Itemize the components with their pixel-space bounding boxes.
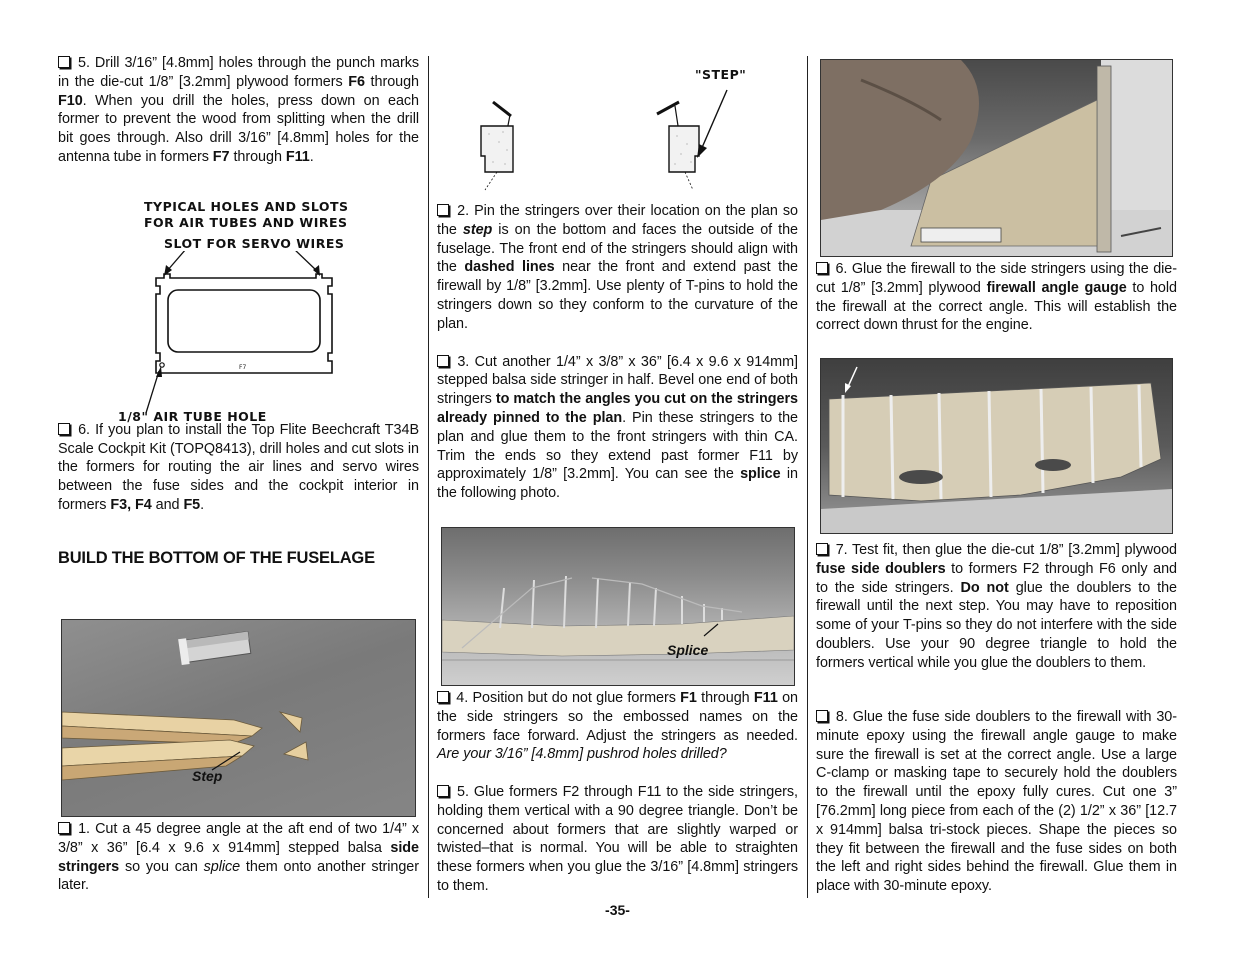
photo-fuselage-side-doublers bbox=[820, 358, 1173, 534]
column-2 bbox=[437, 54, 799, 894]
photo-stringers-graphic bbox=[62, 620, 415, 816]
photo-formers-splice bbox=[441, 527, 795, 686]
checkbox-icon[interactable] bbox=[58, 423, 70, 435]
instruction-step-6-glue-firewall: 6. Glue the firewall to the side stringers using the die-cut 1/8” [3.2mm] plywood firewall angle gauge to hold the firewall at the correct angle. This will establish the correct down thrust for the engine. bbox=[816, 261, 1177, 334]
checkbox-icon[interactable] bbox=[816, 262, 828, 274]
photo-stringers-step bbox=[61, 619, 416, 817]
instruction-step-3-cut-another: 3. Cut another 1/4” x 3/8” x 36” [6.4 x 9.6 x 914mm] stepped balsa side stringer in half. Bevel one end of both stringers to match the angles you cut on the stringers already pinned to the plan. Pin these stringers to the plan and glue them to the front stringers with thin CA. Trim the ends so they extend past former F11 by approximately 1/8” [3.2mm]. You can see the splice in the following photo. bbox=[437, 353, 799, 502]
instruction-step-1-cut-angle: 1. Cut a 45 degree angle at the aft end of two 1/4” x 3/8” x 36” [6.4 x 9.6 x 914mm] stepped balsa side stringers so you can splice them onto another stringer later. bbox=[58, 821, 420, 894]
former-mark-text: F7 bbox=[239, 363, 247, 371]
checkbox-icon[interactable] bbox=[816, 710, 828, 722]
step-diagram-label: "STEP" bbox=[695, 67, 747, 82]
photo-step-label: Step bbox=[192, 768, 223, 784]
diagram-hole-label: 1/8" AIR TUBE HOLE bbox=[118, 408, 267, 424]
checkbox-icon[interactable] bbox=[58, 56, 70, 68]
column-rule-left bbox=[428, 56, 429, 898]
stringer-step-drawing bbox=[437, 54, 798, 194]
diagram-slot-label: SLOT FOR SERVO WIRES bbox=[164, 235, 345, 251]
checkbox-icon[interactable] bbox=[437, 785, 449, 797]
instruction-step-8-epoxy-doublers: 8. Glue the fuse side doublers to the firewall with 30-minute epoxy using the firewall angle gauge to make sure the firewall is set at the correct angle. Use a large C-clamp or masking tape to securely hold the doublers to the firewall until the epoxy fully cures. Cut one 3” [76.2mm] long piece from each of the (2) 1/2” x 36” [12.7 x 914mm] balsa tri-stock pieces. Shape the pieces so they fit between the firewall and the fuse sides on both the left and right sides behind the firewall. Glue them in place with 30-minute epoxy. bbox=[816, 709, 1177, 895]
photo-firewall-angle-gauge bbox=[820, 59, 1173, 257]
instruction-step-5-glue-formers: 5. Glue formers F2 through F11 to the side stringers, holding them vertical with a 90 degree triangle. Don’t be concerned about formers that are slightly warped or twisted–that is normal. You will be able to straighten these formers when you glue the 3/16” [4.8mm] stringers to them. bbox=[437, 784, 798, 894]
former-holes-diagram bbox=[58, 193, 419, 427]
photo-fuselage-graphic bbox=[821, 359, 1172, 533]
diagram-title-line-2: FOR AIR TUBES AND WIRES bbox=[144, 214, 348, 230]
checkbox-icon[interactable] bbox=[58, 822, 70, 834]
page-number: -35- bbox=[605, 902, 630, 918]
column-1 bbox=[58, 54, 420, 894]
photo-formers-graphic bbox=[442, 528, 794, 685]
checkbox-icon[interactable] bbox=[437, 355, 449, 367]
checkbox-icon[interactable] bbox=[437, 204, 449, 216]
instruction-step-2-pin-stringers: 2. Pin the stringers over their location on the plan so the step is on the bottom and faces the outside of the fuselage. The front end of the stringers should align with the dashed lines near the front and extend past the firewall by 1/8” [3.2mm]. Use plenty of T-pins to hold the stringers down so they conform to the curvature of the plan. bbox=[437, 203, 798, 332]
instruction-step-6-cockpit-kit: 6. If you plan to install the Top Flite Beechcraft T34B Scale Cockpit Kit (TOPQ8413), drill holes and cut slots in the formers for routing the air lines and servo wires between the fuse sides and the cockpit interior in formers F3, F4 and F5. bbox=[58, 421, 419, 513]
instruction-step-7-side-doublers: 7. Test fit, then glue the die-cut 1/8” [3.2mm] plywood fuse side doublers to formers F2 through F6 only and to the side stringers. Do not glue the doublers to the firewall until the next step. You may have to reposition some of your T-pins so they do not interfere with the side doublers. Use your 90 degree triangle to hold the formers vertical while you glue the doublers to them. bbox=[816, 542, 1177, 671]
photo-splice-label: Splice bbox=[667, 642, 709, 658]
stringer-step-diagram bbox=[437, 54, 798, 194]
photo-firewall-graphic bbox=[821, 60, 1172, 256]
column-rule-right bbox=[807, 56, 808, 898]
diagram-title-line-1: TYPICAL HOLES AND SLOTS bbox=[144, 198, 349, 214]
checkbox-icon[interactable] bbox=[816, 543, 828, 555]
checkbox-icon[interactable] bbox=[437, 691, 449, 703]
section-title: BUILD THE BOTTOM OF THE FUSELAGE bbox=[58, 548, 375, 567]
instruction-step-5-drill-holes: 5. Drill 3/16” [4.8mm] holes through the punch marks in the die-cut 1/8” [3.2mm] plywood formers F6 through F10. When you drill the holes, press down on each former to prevent the wood from splitting when the drill bit goes through. Also drill 3/16” [4.8mm] holes for the antenna tube in formers F7 through F11. bbox=[58, 55, 420, 165]
instruction-step-4-position-formers: 4. Position but do not glue formers F1 through F11 on the side stringers so the embossed names on the formers face forward. Adjust the stringers as needed. Are your 3/16” [4.8mm] pushrod holes drilled? bbox=[437, 690, 798, 763]
